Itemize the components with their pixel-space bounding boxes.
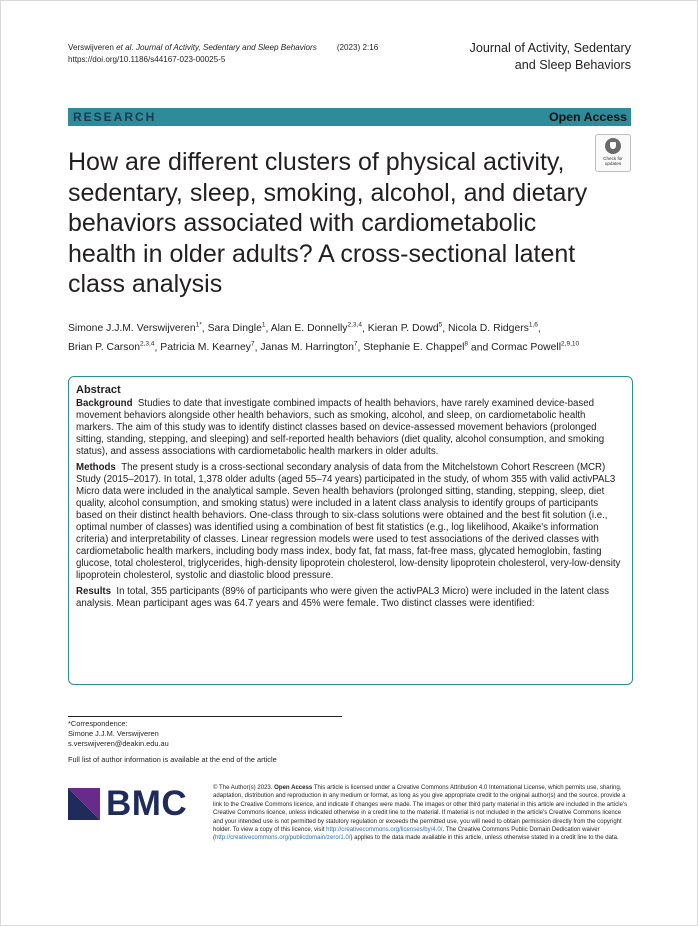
- author[interactable]: Kieran P. Dowd$^5$: [367, 322, 443, 335]
- license-text: © The Author(s) 2023. Open Access This article is licensed under a Creative Commons Attribution 4.0 International License, which permits use, sharing, adaptation, distribution and reproduction in any medium or format, as long as you give appropriate credit to the original author(s) and the source, provide a link to the Creative Commons licence, and indicate if changes were made. The images or other third party material in this article are included in the article's Creative Commons licence, unless indicated otherwise in a credit line to the material. If material is not included in the article's Creative Commons licence and your intended use is not permitted by statutory regulation or exceeds the permitted use, you will need to obtain permission directly from the copyright holder. To view a copy of this licence, visit http://creativecommons.org/licenses/by/4.0/. The Creative Commons Public Domain Dedication waiver (http://creativecommons.org/publicdomain/zero/1.0/) applies to the data made available in this article, unless otherwise stated in a credit line to the data.: [213, 785, 628, 842]
- author[interactable]: Simone J.J.M. Verswijveren$^{1*}$: [68, 322, 202, 335]
- section-label: RESEARCH: [73, 110, 157, 124]
- author[interactable]: Alan E. Donnelly$^{2,3,4}$: [270, 322, 362, 335]
- author[interactable]: Janas M. Harrington$^7$: [260, 340, 358, 354]
- abstract-box: [68, 376, 633, 685]
- citation-author: Verswijveren: [68, 43, 114, 52]
- author[interactable]: Stephanie E. Chappel$^8$: [363, 340, 469, 354]
- author[interactable]: Sara Dingle$^1$: [207, 322, 266, 335]
- bookmark-icon: [605, 138, 621, 154]
- journal-name: [411, 40, 631, 74]
- correspondence-name: Simone J.J.M. Verswijveren: [68, 729, 159, 738]
- doi-link[interactable]: https://doi.org/10.1186/s44167-023-00025-5: [68, 55, 226, 64]
- section-banner: [68, 108, 631, 126]
- abstract-background: Background Studies to date that investigate combined impacts of health behaviors, have rarely examined device-based movement behaviors alongside other health behaviors, such as smoking, alcohol, and sleep, on cardiometabolic health markers. The aim of this study was to identify distinct classes based on device-assessed movement behaviors (prolonged sitting, standing, stepping, and sleeping) and self-reported health behaviors (diet quality, alcohol consumption, and smoking status), and assess associations with cardiometabolic health markers in older adults.: [76, 398, 605, 457]
- abstract-methods: Methods The present study is a cross-sectional secondary analysis of data from the Mitchelstown Cohort Rescreen (MCR) Study (2015–2017). In total, 1,378 older adults (aged 55–74 years) participated in the study, of whom 355 with valid activPAL3 Micro data were included in the analytical sample. Seven health behaviors (prolonged sitting, standing, stepping, sleep, diet quality, alcohol consumption, and smoking status) were included in a latent class analysis to identify groups of participants based on their distinct health behaviors. One-class through to six-class solutions were obtained and the best fit solution (i.e., optimal number of classes) was identified using a combination of best fit statistics (e.g., log likelihood, Akaike's information criteria) and interpretability of classes. Linear regression models were used to test associations of the derived classes with cardiometabolic health markers, including body mass index, body fat, fat mass, fat-free mass, glycated hemoglobin, fasting glucose, total cholesterol, triglycerides, high-density lipoprotein cholesterol, low-density lipoprotein cholesterol, very-low-density lipoprotein cholesterol, systolic and diastolic blood pressure.: [76, 462, 621, 581]
- cc-by-link[interactable]: http://creativecommons.org/licenses/by/4.0/: [326, 827, 443, 834]
- abstract-results: Results In total, 355 participants (89% of participants who were given the activPAL3 Micro) were included in the latent class analysis. Mean participant ages was 64.7 years and 45% were female. Two distinct classes were identified:: [76, 586, 609, 609]
- citation-journal: Journal of Activity, Sedentary and Sleep Behaviors: [135, 43, 317, 52]
- footnote-divider: [68, 716, 342, 717]
- citation-header: [68, 42, 428, 66]
- citation-et-al: et al.: [113, 43, 134, 52]
- correspondence-label: *Correspondence:: [68, 719, 128, 728]
- author[interactable]: Cormac Powell$^{2,9,10}$: [491, 340, 580, 354]
- article-title: How are different clusters of physical activity, sedentary, sleep, smoking, alcohol, and dietary behaviors associated with cardiometabolic health in older adults? A cross-sectional latent class analysis: [68, 148, 588, 298]
- open-access-label: Open Access: [548, 110, 627, 124]
- cc-zero-link[interactable]: http://creativecommons.org/publicdomain/zero/1.0/: [215, 835, 351, 842]
- journal-name-line2: and Sleep Behaviors: [514, 58, 631, 72]
- check-updates-label: Check for updates: [603, 156, 623, 166]
- correspondence-email[interactable]: s.verswijveren@deakin.edu.au: [68, 739, 169, 748]
- author-info-note: Full list of author information is available at the end of the article: [68, 755, 277, 764]
- bmc-logo-text: BMC: [106, 784, 188, 823]
- journal-name-line1: Journal of Activity, Sedentary: [469, 41, 631, 55]
- correspondence-note: [68, 719, 368, 749]
- author[interactable]: Patricia M. Kearney$^7$: [160, 340, 255, 354]
- bmc-logo: [68, 784, 208, 823]
- author[interactable]: Nicola D. Ridgers$^{1,6}$: [448, 322, 538, 335]
- citation-year-volume: (2023) 2:16: [336, 43, 379, 52]
- author[interactable]: Brian P. Carson$^{2,3,4}$: [68, 340, 155, 354]
- bmc-logo-icon: [68, 788, 100, 820]
- abstract-heading: Abstract: [76, 384, 121, 396]
- author-list: Simone J.J.M. Verswijveren$^{1*}$, Sara Dingle$^1$, Alan E. Donnelly$^{2,3,4}$, Kieran P. Dowd$^5$, Nicola D. Ridgers$^{1,6}$, Brian P. Carson$^{2,3,4}$, Patricia M. Kearney$^7$, Janas M. Harrington$^7$, Stephanie E. Chappel$^8$ and Cormac Powell$^{2,9,10}$: [68, 322, 580, 354]
- check-for-updates-button[interactable]: [595, 134, 631, 172]
